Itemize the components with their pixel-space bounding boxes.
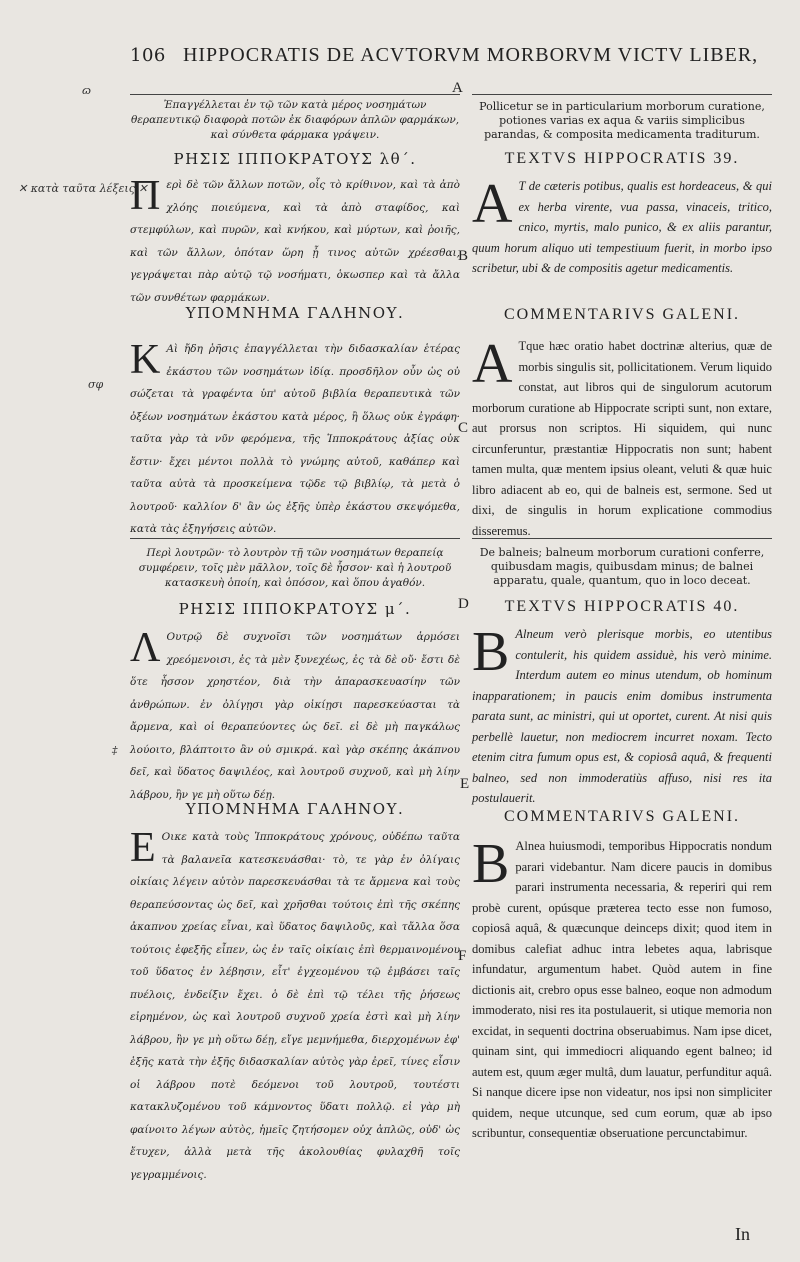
margin-mark-3: ‡ [112,744,118,757]
top-rule-latin [472,94,772,95]
latin-commentary-39-heading: COMMENTARIVS GALENI. [503,306,741,323]
greek-hypomnema-40-dropcap: Ε [130,825,156,871]
latin-textus-39-heading: TEXTVS HIPPOCRATIS 39. [504,150,740,167]
latin-textus-40-dropcap: B [472,621,510,683]
greek-hypomnema-39-text: Αὶ ἤδη ῥῆσις ἐπαγγέλλεται τὴν διδασκαλίαν ἑτέρας ἐκάστου τῶν νοσημάτων ἰδίᾳ. προσδῆλον οὖν ὡς οὐ σώζεται τὰ γραφέντα ὑπ' αὐτοῦ βιβλία θεραπευτικὰ τῶν ὀξέων νοσημάτων ἑκάστου κατὰ μέρος, ἢ ὅλως οὐκ ἐγράφη· ταῦτα γὰρ τὰ νῦν φερόμενα, τῆς Ἱπποκράτους ἀξίας οὐκ ἔστιν· ἔχει μέντοι πολλὰ τὸ γνώμης αὐτοῦ, καθάπερ καὶ ταῦτα αὐτὰ τὰ προσκείμενα τῷδε τῷ βιβλίῳ, τὰ μετὰ ὁ λουτροῦ· καλλίον δ' ἂν ὡς ἐξῆς ὑπὲρ ἑκάστου σκεψόμεθα, κατὰ τὰς ἐξηγήσεις αὐτῶν. [130,343,460,535]
greek-hypomnema-40-heading: ΥΠΟΜΝΗΜΑ ΓΑΛΗΝΟΥ. [185,800,405,818]
latin-commentary-40-dropcap: B [472,833,510,895]
section-letter-a: A [452,80,463,96]
margin-mark-top-left: ɷ [82,84,92,97]
greek-rhesis-40 [130,625,460,801]
latin-textus-39-text: T de cæteris potibus, qualis est hordeaceus, & qui ex herba virente, vua passa, vinaceis, tritico, cnico, myrtis, malo punico, & ex aliis parantur, quum horum aliquo uti tempestiuum fuerit, in morbo ipso scribetur, ubi & de compositis agetur medicamentis. [472,179,772,275]
section-letter-f: F [458,948,467,964]
latin-textus-40-heading: TEXTVS HIPPOCRATIS 40. [504,598,740,615]
greek-hypomnema-39-dropcap: Κ [130,337,161,383]
section-letter-d: D [458,596,469,612]
latin-textus-40-text: Alneum verò plerisque morbis, eo utentibus contulerit, his quidem assiduè, his verò minime. Interdum autem eo minus utendum, ob hominum inapparationem; in paucis enim domibus instrumenta parata sunt, ac ministri, qui ut oportet, curent. At nisi quis perbellè lauetur, non mediocrem incurret noxam. Tecto etenim citra fumum opus est, & copiosâ aquâ, & frequenti balneo, sed non immoderatiùs affuso, nisi res ita postulauerit. [472,627,772,805]
latin-commentary-40-text: Alnea huiusmodi, temporibus Hippocratis nondum parari videbantur. Nam dicere paucis in domibus parari instrumenta necessaria, & reperiri qui rem probè curent, opúsque præterea tecto esse non fumoso, copiosâ aquâ, & quæcunque deinceps dixit; quod item in domibus calefiat adhuc intra lebetes aqua, labrisque infundatur, argumentum habet. Quòd autem in fine dictionis ait, crebro opus esse balneo, eoque non admodum immoderato, nisi res ita postulauerit, si utique memoria non excidat, in sequenti doctrina obseruabimus. Nam ipse dicet, quinam sint, qui immediocri aliquando egent balneo; id autem est, quum æger multâ, dum lauatur, perfunditur aquâ. Si nanque dicere ipse non videatur, nos ipsi non simpliciter quidem, neque utcunque, sed cum eorum, quæ ab ipso scribuntur, consequentiæ obseruatione percunctabimur. [472,839,772,1140]
margin-mark-2: σφ [88,378,104,391]
latin-textus-39 [472,173,772,300]
greek-rhesis-39 [130,173,460,304]
greek-hypomnema-39-heading: ΥΠΟΜΝΗΜΑ ΓΑΛΗΝΟΥ. [185,304,405,322]
latin-commentary-39-text: Tque hæc oratio habet doctrinæ alterius, quæ de morbis singulis sit, pollicitationem. Verum liquido constat, aut libros qui de singulorum acutorum morborum curatione ab Hippocrate scripti sunt, non extare, aut prorsus non scriptos. Hi siquidem, qui nunc circunferuntur, præstantiæ Hippocratis non sunt; habent tamen multa, quæ mentem ipsius oleant, veluti & quæ huic libro adiacent ab eo, qui de balneis est, sermone. Sed ut dixi, de singulis in horum explicatione commodius disseremus. [472,339,772,538]
latin-commentary-40 [472,833,772,1140]
section-letter-b: B [458,248,469,264]
greek-hypomnema-39 [130,337,460,535]
greek-summary-40: Περὶ λουτρῶν· τὸ λουτρὸν τῇ τῶν νοσημάτων θεραπείᾳ συμφέρειν, τοῖς μὲν μᾶλλον, τοῖς δὲ ἧσσον· καὶ ἡ λουτροῦ κατασκευὴ ὁποίη, καὶ ὁπόσον, καὶ ὅπου ἀγαθόν. [138,547,452,589]
greek-hypomnema-40-text: Οικε κατὰ τοὺς Ἱπποκράτους χρόνους, οὐδέπω ταῦτα τὰ βαλανεῖα κατεσκευάσθαι· τὸ, τε γὰρ ἐν ὀλίγαις οἰκίαις λέγειν αὐτὸν παρεσκευάσθαι τὰ τε ἄρμενα καὶ τοὺς θεραπεύσοντας ὡς δεῖ, καὶ χρῆσθαι τούτοις ἐπὶ τῆς σκέπης ἀκαπνου χρείας εἶναι, καὶ ὕδατος δαψιλοῦς, καὶ τἄλλα ὅσα τούτοις ἐφεξῆς εἶπεν, ὡς ἐν ταῖς οἰκίαις ἐπὶ θερμαινομένου τοῦ ὕδατος ἐν λέβησιν, εἶτ' ἐγχεομένου τῷ ἐμβάσει ταῖς πυέλοις, ἐνδείξιν ἔχει. ὁ δὲ ἐπὶ τῷ τέλει τῆς ῥήσεως εἰρημένον, ὡς καὶ λουτροῦ συχνοῦ χρεία ἐστὶ καὶ μὴ λίην λάβρου, ἢν γε μὴ οὕτω δέῃ, εἴγε μεμνήμεθα, διερχομένων ἐφ' ἑξῆς κατὰ τὴν ἑξῆς διδασκαλίαν αὐτὸς γὰρ ἐρεῖ, τίνες εἶσιν οἱ λάβρου ποτὲ δεόμενοι τοῦ λουτροῦ, τουτέστι κατακλυζομένου τοῦ κάμνοντος ὕδατι πολλῷ. εἰ γὰρ μὴ φαίνοιτο λέγων αὐτὸς, ἡμεῖς ζητήσομεν οὐχ ἁπλῶς, οὐδ' ὡς ἔτυχεν, ἀλλὰ μετὰ τῆς ἀκολουθίας φυλαχθῆ τοῖς γεγραμμένοις. [130,831,460,1181]
margin-note-greek: ✕ κατὰ ταῦτα λέξεις ✕ [18,182,148,195]
running-title: HIPPOCRATIS DE ACVTORVM MORBORVM VICTV LIBER, [182,44,759,66]
latin-summary-39: Pollicetur se in particularium morborum curatione, potiones varias ex aqua & variis simplicibus parandas, & composita medicamenta traditurum. [479,100,765,141]
greek-hypomnema-40 [130,825,460,1181]
latin-textus-40 [472,621,772,805]
latin-textus-39-dropcap: A [472,173,513,235]
catchword: In [735,1224,750,1244]
running-header [130,44,770,80]
greek-rhesis-40-text: Ουτρῷ δὲ συχνοῖσι τῶν νοσημάτων ἁρμόσει χρεόμενοισι, ἐς τὰ μὲν ξυνεχέως, ἐς τὰ δὲ οὔ· ἔστι δὲ ὅτε ἧσσον χρηστέον, διὰ τὴν ἀπαρασκευασίην τῶν ἀνθρώπων. ἐν ὀλίγῃσι γὰρ οἰκίῃσι παρεσκεύασται τὰ ἄρμενα, καὶ οἱ θεραπεύοντες ὡς δεῖ. εἰ δὲ μὴ παγκάλως λούοιτο, βλάπτοιτο ἂν οὐ σμικρά. καὶ γὰρ σκέπης ἀκάπνου δεῖ, καὶ ὕδατος δαψιλέος, καὶ λουτροῦ συχνοῦ, καὶ μὴ λίην λάβρου, ἢν γε μὴ οὕτω δέῃ. [130,631,460,801]
top-rule-greek [130,94,460,95]
latin-commentary-39 [472,333,772,538]
latin-commentary-40-heading: COMMENTARIVS GALENI. [503,808,741,825]
greek-rhesis-39-text: ερὶ δὲ τῶν ἄλλων ποτῶν, οἷς τὸ κρίθινον, καὶ τὰ ἀπὸ χλόης ποιεύμενα, καὶ τὰ ἀπὸ σταφίδος, καὶ στεμφύλων, καὶ πυρῶν, καὶ κνήκου, καὶ μύρτων, καὶ ῥοιῆς, καὶ τῶν ἄλλων, ὁπόταν ὥρη ᾖ τινος αὐτῶν χρέεσθαι, γεγράψεται πὰρ αὐτῷ τῷ νοσήματι, ὁκωσπερ καὶ τὰ ἄλλα τῶν συνθέτων φαρμάκων. [130,179,460,304]
greek-rhesis-39-heading: ΡΗΣΙΣ ΙΠΠΟΚΡΑΤΟΥΣ λθ΄. [173,150,417,168]
greek-summary-39: Ἐπαγγέλλεται ἐν τῷ τῶν κατὰ μέρος νοσημάτων θεραπευτικῷ διαφορὰ ποτῶν ἐκ διαφόρων ἁπλῶν φαρμάκων, καὶ σύνθετα φάρμακα γράψειν. [130,99,460,141]
greek-rhesis-40-dropcap: Λ [130,625,161,671]
latin-commentary-39-dropcap: A [472,333,513,395]
section-letter-c: C [458,420,469,436]
page-number: 106 [130,45,166,66]
greek-rhesis-40-heading: ΡΗΣΙΣ ΙΠΠΟΚΡΑΤΟΥΣ μ΄. [178,600,412,618]
latin-summary-40: De balneis; balneum morborum curationi conferre, quibusdam magis, quibusdam minus; de balnei apparatu, quale, quantum, quo in loco deceat. [479,546,765,587]
section-letter-e: E [460,776,470,792]
greek-rhesis-39-dropcap: Π [130,173,161,219]
